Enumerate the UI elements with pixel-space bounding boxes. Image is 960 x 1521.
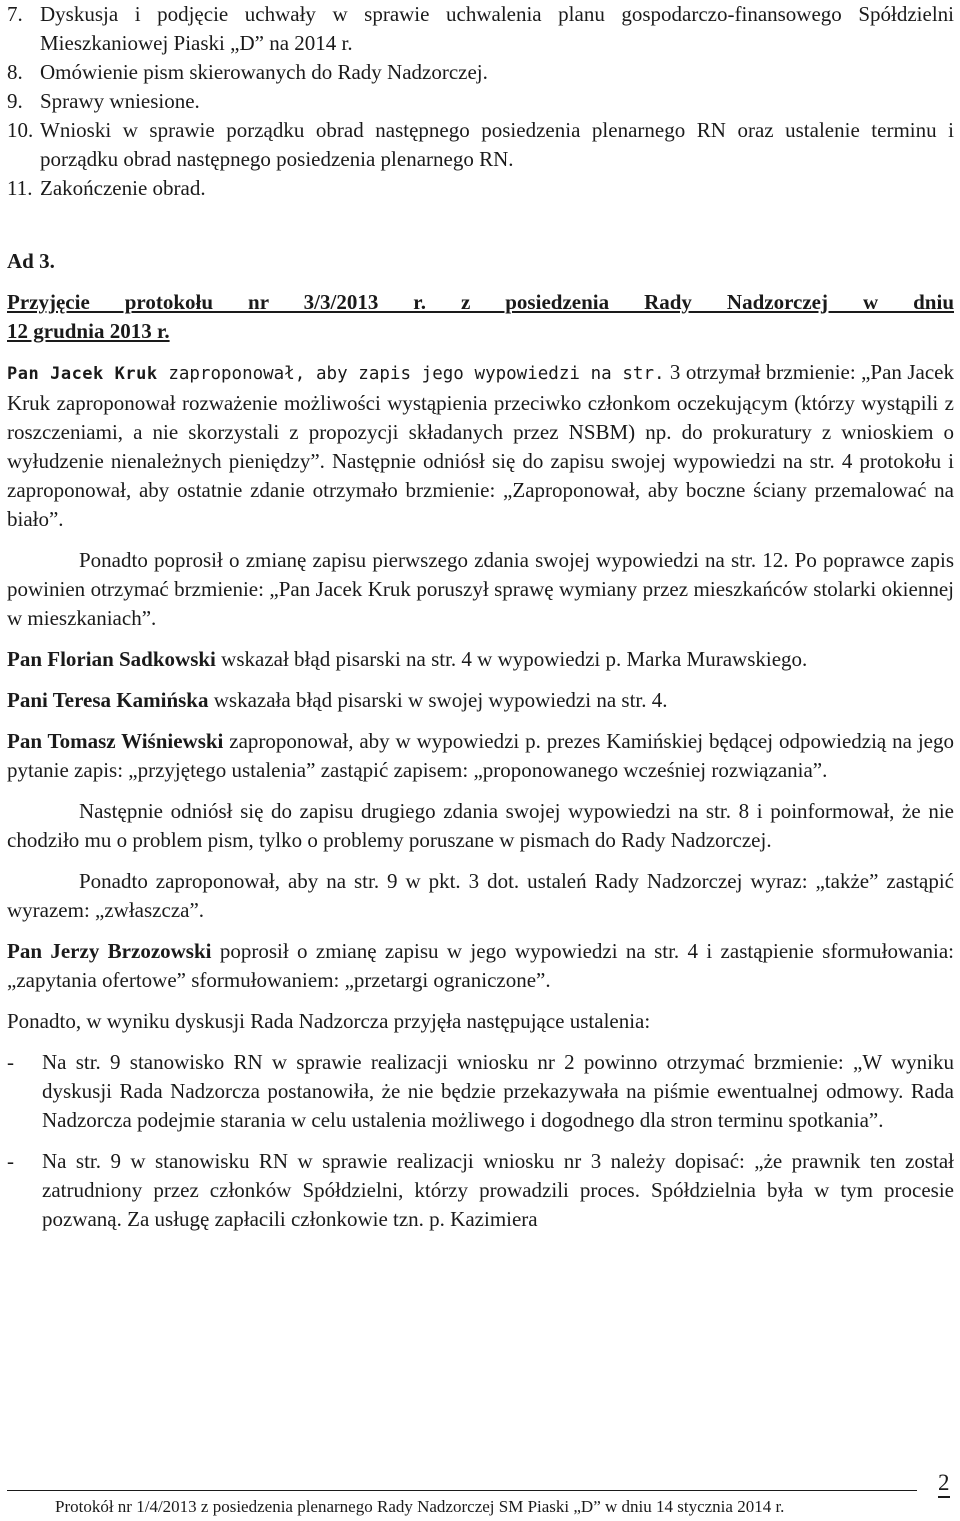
paragraph-text: zaproponował, aby w wypowiedzi p. prezes Kamińskiej będącej odpowiedzią na jego pytanie zapis: „przyjętego ustalenia” zastąpić zapisem: „proponowanego wcześniej rozwiązania”. [7,729,954,782]
paragraph-brzozowski [7,937,954,995]
paragraph-text: poprosił o zmianę zapisu w jego wypowiedzi na str. 4 i zastąpienie sformułowania: „zapytania ofertowe” sformułowaniem: „przetargi ograniczone”. [7,939,954,992]
speaker-name: Pan Tomasz Wiśniewski [7,729,224,753]
list-text: Na str. 9 stanowisko RN w sprawie realizacji wniosku nr 2 powinno otrzymać brzmienie: „W wyniku dyskusji Rada Nadzorcza postanowiła, że nie będzie przekazywała na piśmie ewentualnej odmowy. Rada Nadzorcza podejmie starania w celu ustalenia możliwego i dogodnego dla stron terminu spotkania”. [42,1050,954,1132]
paragraph-resolutions-intro: Ponadto, w wyniku dyskusji Rada Nadzorcza przyjęła następujące ustalenia: [7,1009,651,1033]
document-page [7,0,954,1234]
agenda-text: Wnioski w sprawie porządku obrad następnego posiedzenia plenarnego RN oraz ustalenie terminu i porządku obrad następnego posiedzenia plenarnego RN. [40,118,954,171]
agenda-text: Dyskusja i podjęcie uchwały w sprawie uchwalenia planu gospodarczo-finansowego Spółdzielni Mieszkaniowej Piaski „D” na 2014 r. [40,2,954,55]
paragraph-wisniewski [7,727,954,785]
speaker-name: Pani Teresa Kamińska [7,688,209,712]
list-item [7,1147,954,1234]
list-dash: - [7,1149,14,1173]
list-text: Na str. 9 w stanowisku RN w sprawie realizacji wniosku nr 3 należy dopisać: „że prawnik ten został zatrudniony przez członków Spółdzielni, którzy prowadzili proces. Spółdzielnia była w tym procesie pozwaną. Za usługę zapłacili członkowie tzn. p. Kazimiera [42,1149,954,1231]
agenda-number: 7. [7,2,23,26]
footer-divider [7,1490,917,1491]
paragraph-text: wskazała błąd pisarski w swojej wypowiedzi na str. 4. [208,688,668,712]
paragraph-wisniewski-final: Ponadto zaproponował, aby na str. 9 w pkt. 3 dot. ustaleń Rady Nadzorczej wyraz: „także” zastąpić wyrazem: „zwłaszcza”. [7,869,954,922]
agenda-text: Sprawy wniesione. [40,89,200,113]
footer-text: Protokół nr 1/4/2013 z posiedzenia plenarnego Rady Nadzorczej SM Piaski „D” w dniu 14 stycznia 2014 r. [55,1497,785,1516]
speaker-name: Pan Florian Sadkowski [7,647,216,671]
agenda-item-9 [7,87,954,116]
agenda-number: 8. [7,60,23,84]
section-title-line-2 [7,317,954,346]
paragraph-kaminska [7,686,954,715]
section-title-date: 12 grudnia 2013 r. [7,319,170,343]
list-dash: - [7,1050,14,1074]
page-number: 2 [938,1470,950,1498]
agenda-text: Omówienie pism skierowanych do Rady Nadzorczej. [40,60,488,84]
speaker-name: Pan Jacek Kruk [7,364,158,384]
agenda-number: 9. [7,89,23,113]
agenda-number: 10. [7,118,34,142]
paragraph-sadkowski [7,645,954,674]
paragraph-text: wskazał błąd pisarski na str. 4 w wypowiedzi p. Marka Murawskiego. [215,647,808,671]
agenda-item-11 [7,174,954,203]
paragraph-wisniewski-continued: Następnie odniósł się do zapisu drugiego zdania swojej wypowiedzi na str. 8 i poinformował, że nie chodziło mu o problem pism, tylko o problemy poruszane w pismach do Rady Nadzorczej. [7,799,954,852]
section-title-line-1: Przyjęcie protokołu nr 3/3/2013 r. z posiedzenia Rady Nadzorczej w dniu [7,290,954,314]
page-footer [0,1470,960,1521]
agenda-item-8 [7,58,954,87]
paragraph-kruk-continued: Ponadto poprosił o zmianę zapisu pierwszego zdania swojej wypowiedzi na str. 12. Po poprawce zapis powinien otrzymać brzmienie: „Pan Jacek Kruk poruszył sprawę wymiany przez mieszkańców stolarki okiennej w mieszkaniach”. [7,548,954,630]
paragraph-text-mono: zaproponował, aby zapis jego wypowiedzi na str. [157,364,665,384]
agenda-number: 11. [7,176,33,200]
agenda-item-7 [7,0,954,58]
section-label: Ad 3. [7,249,55,273]
agenda-item-10 [7,116,954,174]
list-item [7,1048,954,1135]
speaker-name: Pan Jerzy Brzozowski [7,939,212,963]
paragraph-kruk [7,358,954,534]
agenda-text: Zakończenie obrad. [40,176,206,200]
paragraph-text: 3 otrzymał brzmienie: „Pan Jacek Kruk zaproponował rozważenie możliwości wystąpienia przeciwko członkom oczekującym (którzy wystąpili z roszczeniami, a nie skorzystali z propozycji składanych przez NSBM) np. do prokuratury z wnioskiem o wyłudzenie nienależnych pieniędzy”. Następnie odniósł się do zapisu swojej wypowiedzi na str. 4 protokołu i zaproponował, aby ostatnie zdanie otrzymało brzmienie: „Zaproponował, aby boczne ściany przemalować na biało”. [7,360,954,531]
